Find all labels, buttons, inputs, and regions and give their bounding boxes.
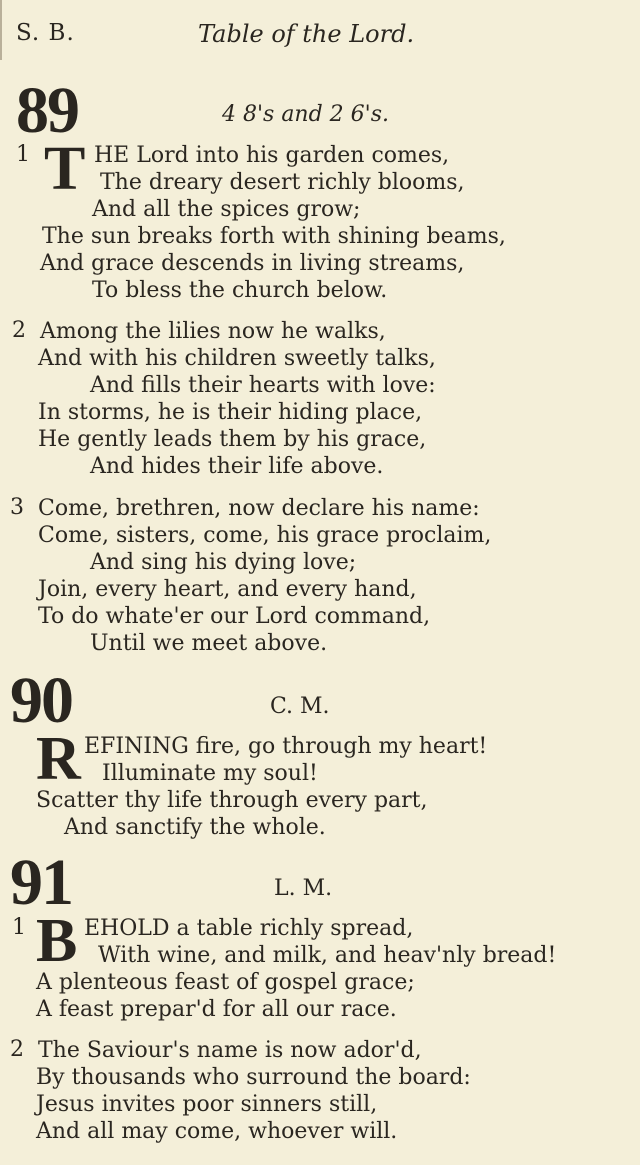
hymn-line: Until we meet above. [90,631,328,656]
drop-cap: R [36,725,81,793]
hymn-line: And with his children sweetly talks, [38,346,436,371]
hymn-line: The dreary desert richly blooms, [100,170,465,195]
hymn-line: And fills their hearts with love: [90,373,436,398]
hymn-line: Jesus invites poor sinners still, [36,1092,378,1117]
hymn-line: Among the lilies now he walks, [40,319,386,344]
hymn-line: Scatter thy life through every part, [36,788,428,813]
hymn-line: By thousands who surround the board: [36,1065,471,1090]
hymn-line: EFINING fire, go through my heart! [84,734,488,759]
hymn-line: The sun breaks forth with shining beams, [42,224,506,249]
page-edge-rule [0,0,2,60]
hymn-line: In storms, he is their hiding place, [38,400,423,425]
verse-number: 2 [12,318,26,343]
hymn-line: Illuminate my soul! [102,761,318,786]
hymn-line: And grace descends in living streams, [40,251,465,276]
hymn-line: A feast prepar'd for all our race. [36,997,397,1022]
hymn-line: He gently leads them by his grace, [38,427,427,452]
hymn-line: The Saviour's name is now ador'd, [38,1038,422,1063]
hymn-line: Join, every heart, and every hand, [38,577,417,602]
drop-cap: T [44,135,86,203]
running-header-left: S. B. [16,20,75,46]
hymn-number-90: 90 [10,664,72,737]
hymn-line: To do whate'er our Lord command, [38,604,431,629]
hymn-line: A plenteous feast of gospel grace; [36,970,415,995]
verse-number: 2 [10,1037,24,1062]
hymn-number-91: 91 [10,846,72,919]
hymn-line: And all the spices grow; [92,197,361,222]
hymn-line: And all may come, whoever will. [36,1119,398,1144]
verse-number: 1 [16,142,30,167]
hymn-line: Come, brethren, now declare his name: [38,496,480,521]
hymn-line: HE Lord into his garden comes, [94,143,450,168]
hymn-line: And sanctify the whole. [64,815,326,840]
hymn-line: Come, sisters, come, his grace proclaim, [38,523,492,548]
running-header-title: Table of the Lord. [198,20,415,48]
hymn-line: EHOLD a table richly spread, [84,916,414,941]
hymn-line: And hides their life above. [90,454,384,479]
verse-number: 1 [12,915,26,940]
hymn-meter-89: 4 8's and 2 6's. [222,102,389,127]
hymn-line: With wine, and milk, and heav'nly bread! [98,943,557,968]
verse-number: 3 [10,495,24,520]
hymn-meter-90: C. M. [270,694,330,719]
hymn-meter-91: L. M. [274,876,333,901]
hymn-number-89: 89 [16,74,78,147]
hymn-line: And sing his dying love; [90,550,357,575]
drop-cap: B [36,907,78,975]
hymn-line: To bless the church below. [92,278,388,303]
